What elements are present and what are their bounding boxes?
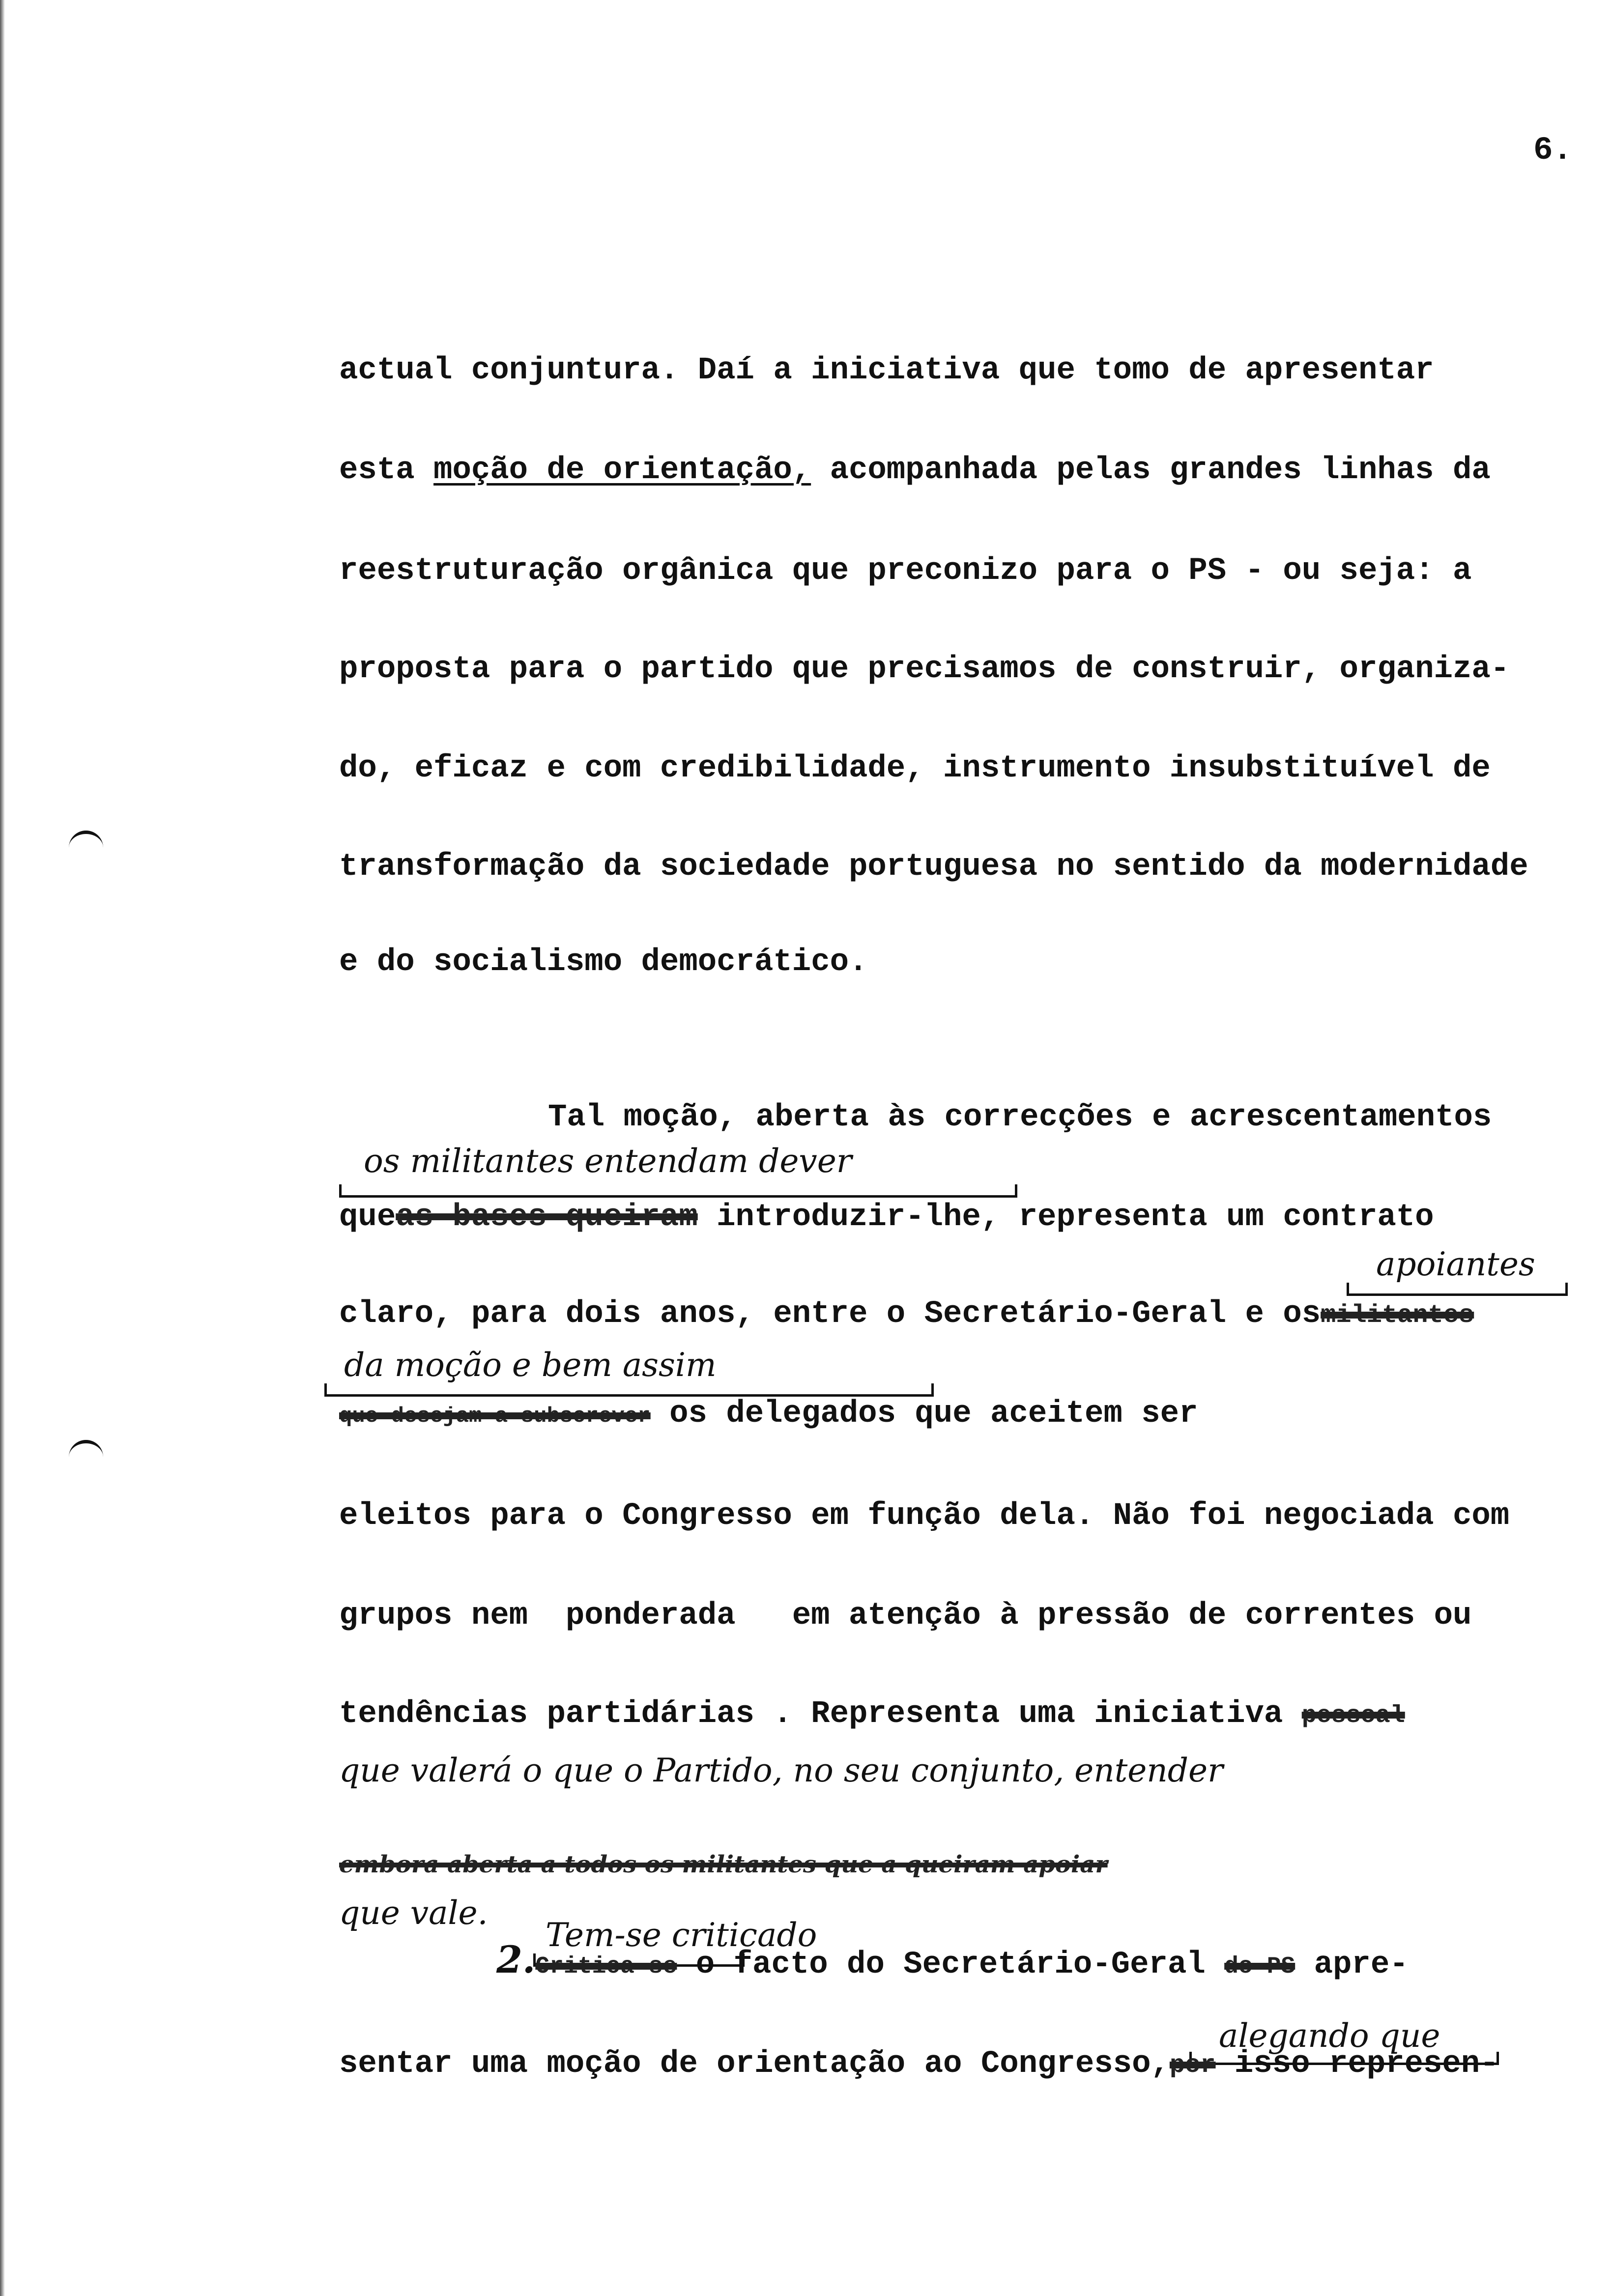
text-line: transformação da sociedade portuguesa no sentido da modernidade xyxy=(339,849,1528,885)
handwritten-insert: da moção e bem assim xyxy=(344,1346,717,1384)
text-span: tendências partidárias . Representa uma iniciativa xyxy=(339,1696,1302,1732)
handwritten-insert: apoiantes xyxy=(1376,1245,1535,1283)
section-number: 2. xyxy=(496,1938,536,1981)
handwritten-insert: que valerá o que o Partido, no seu conjunto, entender xyxy=(339,1751,1223,1789)
binder-hole-mark xyxy=(69,831,103,849)
text-line: Tal moção, aberta às correcções e acrescentamentos xyxy=(548,1100,1492,1135)
handwritten-insert: alegando que xyxy=(1219,2017,1440,2055)
underlined-text: moção de orientação, xyxy=(433,453,811,488)
text-line xyxy=(339,1202,1434,1233)
binder-hole-mark xyxy=(69,1440,103,1458)
text-span: sentar uma moção de orientação ao Congresso, xyxy=(339,2046,1170,2082)
page-number: 6. xyxy=(1533,132,1573,169)
text-line xyxy=(496,1938,1409,1982)
text-line: e do socialismo democrático. xyxy=(339,945,868,980)
text-span: o facto do Secretário-Geral xyxy=(677,1947,1225,1982)
text-line xyxy=(339,1698,1405,1730)
text-line xyxy=(339,455,1491,486)
struck-text: por xyxy=(1169,2051,1216,2080)
text-span: isso represen- xyxy=(1215,2046,1499,2082)
text-span: apre- xyxy=(1295,1947,1409,1982)
text-line: eleitos para o Congresso em função dela. Não foi negociada com xyxy=(339,1498,1510,1534)
text-line: do, eficaz e com credibilidade, instrumento insubstituível de xyxy=(339,751,1491,786)
struck-text: pessoal xyxy=(1301,1702,1405,1730)
text-line xyxy=(339,1298,1474,1330)
text-span: acompanhada pelas grandes linhas da xyxy=(811,453,1491,488)
text-span: claro, para dois anos, entre o Secretário-Geral e os xyxy=(339,1296,1321,1332)
text-span: esta xyxy=(339,453,434,488)
insert-bracket xyxy=(324,1383,934,1397)
text-span: introduzir-lhe, representa um contrato xyxy=(697,1200,1434,1235)
insert-bracket xyxy=(1347,1283,1568,1296)
insert-bracket xyxy=(339,1184,1017,1198)
text-line: reestruturação orgânica que preconizo para o PS - ou seja: a xyxy=(339,553,1472,589)
text-line: proposta para o partido que precisamos de construir, organiza- xyxy=(339,652,1510,687)
struck-text: militantes xyxy=(1321,1301,1474,1330)
handwritten-insert: os militantes entendam dever xyxy=(364,1142,852,1180)
text-line: grupos nem ponderada em atenção à pressão de correntes ou xyxy=(339,1598,1472,1634)
handwritten-insert: que vale. xyxy=(339,1894,488,1932)
struck-text: que desejam a subscrever xyxy=(339,1404,651,1429)
text-span: os delegados que aceitem ser xyxy=(650,1396,1198,1432)
text-line: actual conjuntura. Daí a iniciativa que tomo de apresentar xyxy=(339,353,1434,388)
scan-edge xyxy=(0,0,5,2296)
handwritten-insert: Tem-se criticado xyxy=(546,1916,817,1954)
text-span: que xyxy=(339,1200,396,1235)
struck-text: do PS xyxy=(1224,1953,1295,1980)
struck-handwriting: embora aberta a todos os militantes que a queiram apoiar xyxy=(339,1851,1108,1878)
text-line xyxy=(339,2048,1499,2080)
struck-text: Critica-se xyxy=(535,1953,677,1980)
struck-text: as bases queiram xyxy=(396,1200,698,1235)
text-line xyxy=(339,1398,1198,1430)
